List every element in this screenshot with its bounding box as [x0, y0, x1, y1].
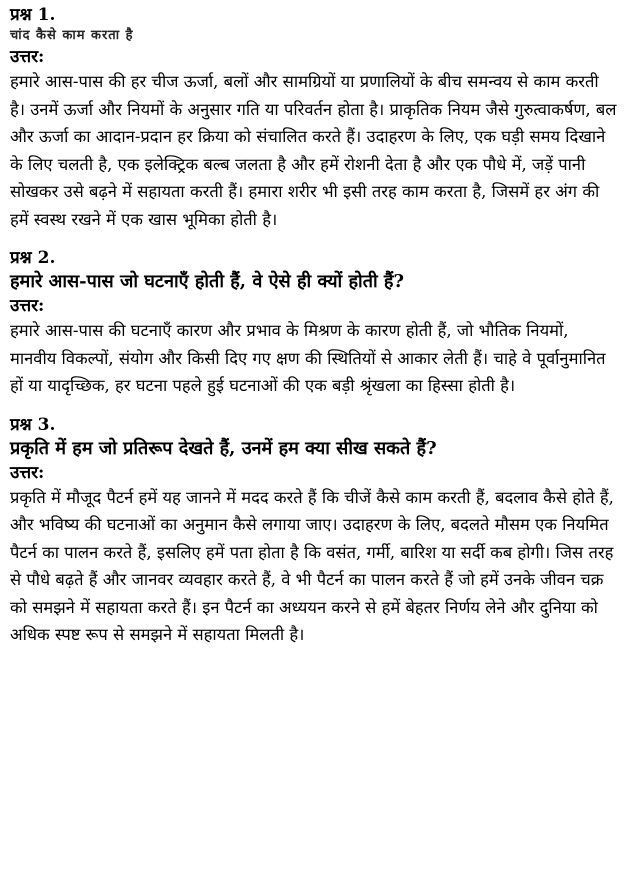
question-block-1: [10, 4, 617, 233]
question-block-2: [10, 247, 617, 400]
question-text: चांद कैसे काम करता है: [10, 28, 134, 43]
answer-text: हमारे आस-पास की घटनाएँ कारण और प्रभाव के मिश्रण के कारण होती हैं, जो भौतिक नियमों, मानवीय विकल्पों, संयोग और किसी दिए गए क्षण की स्थितियों से आकार लेती हैं। चाहे वे पूर्वानुमानित हों या यादृच्छिक, हर घटना पहले हुई घटनाओं की एक बड़ी श्रृंखला का हिस्सा होती है।: [10, 321, 606, 395]
question-number: प्रश्न 1.: [10, 5, 56, 25]
question-block-3: [10, 414, 617, 649]
question-text: हमारे आस-पास जो घटनाएँ होती हैं, वे ऐसे ही क्यों होती हैं?: [10, 271, 404, 292]
answer-label: उत्तर:: [10, 47, 45, 67]
answer-text: प्रकृति में मौजूद पैटर्न हमें यह जानने में मदद करते हैं कि चीजें कैसे काम करती हैं, बदलाव कैसे होते हैं, और भविष्य की घटनाओं का अनुमान कैसे लगाया जाए। उदाहरण के लिए, बदलते मौसम एक नियमित पैटर्न का पालन करते हैं, इसलिए हमें पता होता है कि वसंत, गर्मी, बारिश या सर्दी कब होगी। जिस तरह से पौधे बढ़ते हैं और जानवर व्यवहार करते हैं, वे भी पैटर्न का पालन करते हैं जो हमें उनके जीवन चक्र को समझने में सहायता करते हैं। इन पैटर्न का अध्ययन करने से हमें बेहतर निर्णय लेने और दुनिया को अधिक स्पष्ट रूप से समझने में सहायता मिलती है।: [10, 487, 614, 644]
question-text: प्रकृति में हम जो प्रतिरूप देखते हैं, उनमें हम क्या सीख सकते हैं?: [10, 437, 437, 459]
question-number: प्रश्न 2.: [10, 248, 56, 268]
question-number: प्रश्न 3.: [10, 414, 56, 435]
answer-label: उत्तर:: [10, 462, 45, 483]
answer-label: उत्तर:: [10, 296, 45, 316]
answer-text: हमारे आस-पास की हर चीज ऊर्जा, बलों और सामग्रियों या प्रणालियों के बीच समन्वय से काम करती है। उनमें ऊर्जा और नियमों के अनुसार गति या परिवर्तन होता है। प्राकृतिक नियम जैसे गुरुत्वाकर्षण, बल और ऊर्जा का आदान-प्रदान हर क्रिया को संचालित करते हैं। उदाहरण के लिए, एक घड़ी समय दिखाने के लिए चलती है, एक इलेक्ट्रिक बल्ब जलता है और हमें रोशनी देता है और एक पौधे में, जड़ें पानी सोखकर उसे बढ़ने में सहायता करती हैं। हमारा शरीर भी इसी तरह काम करता है, जिसमें हर अंग की हमें स्वस्थ रखने में एक खास भूमिका होती है।: [10, 72, 617, 229]
